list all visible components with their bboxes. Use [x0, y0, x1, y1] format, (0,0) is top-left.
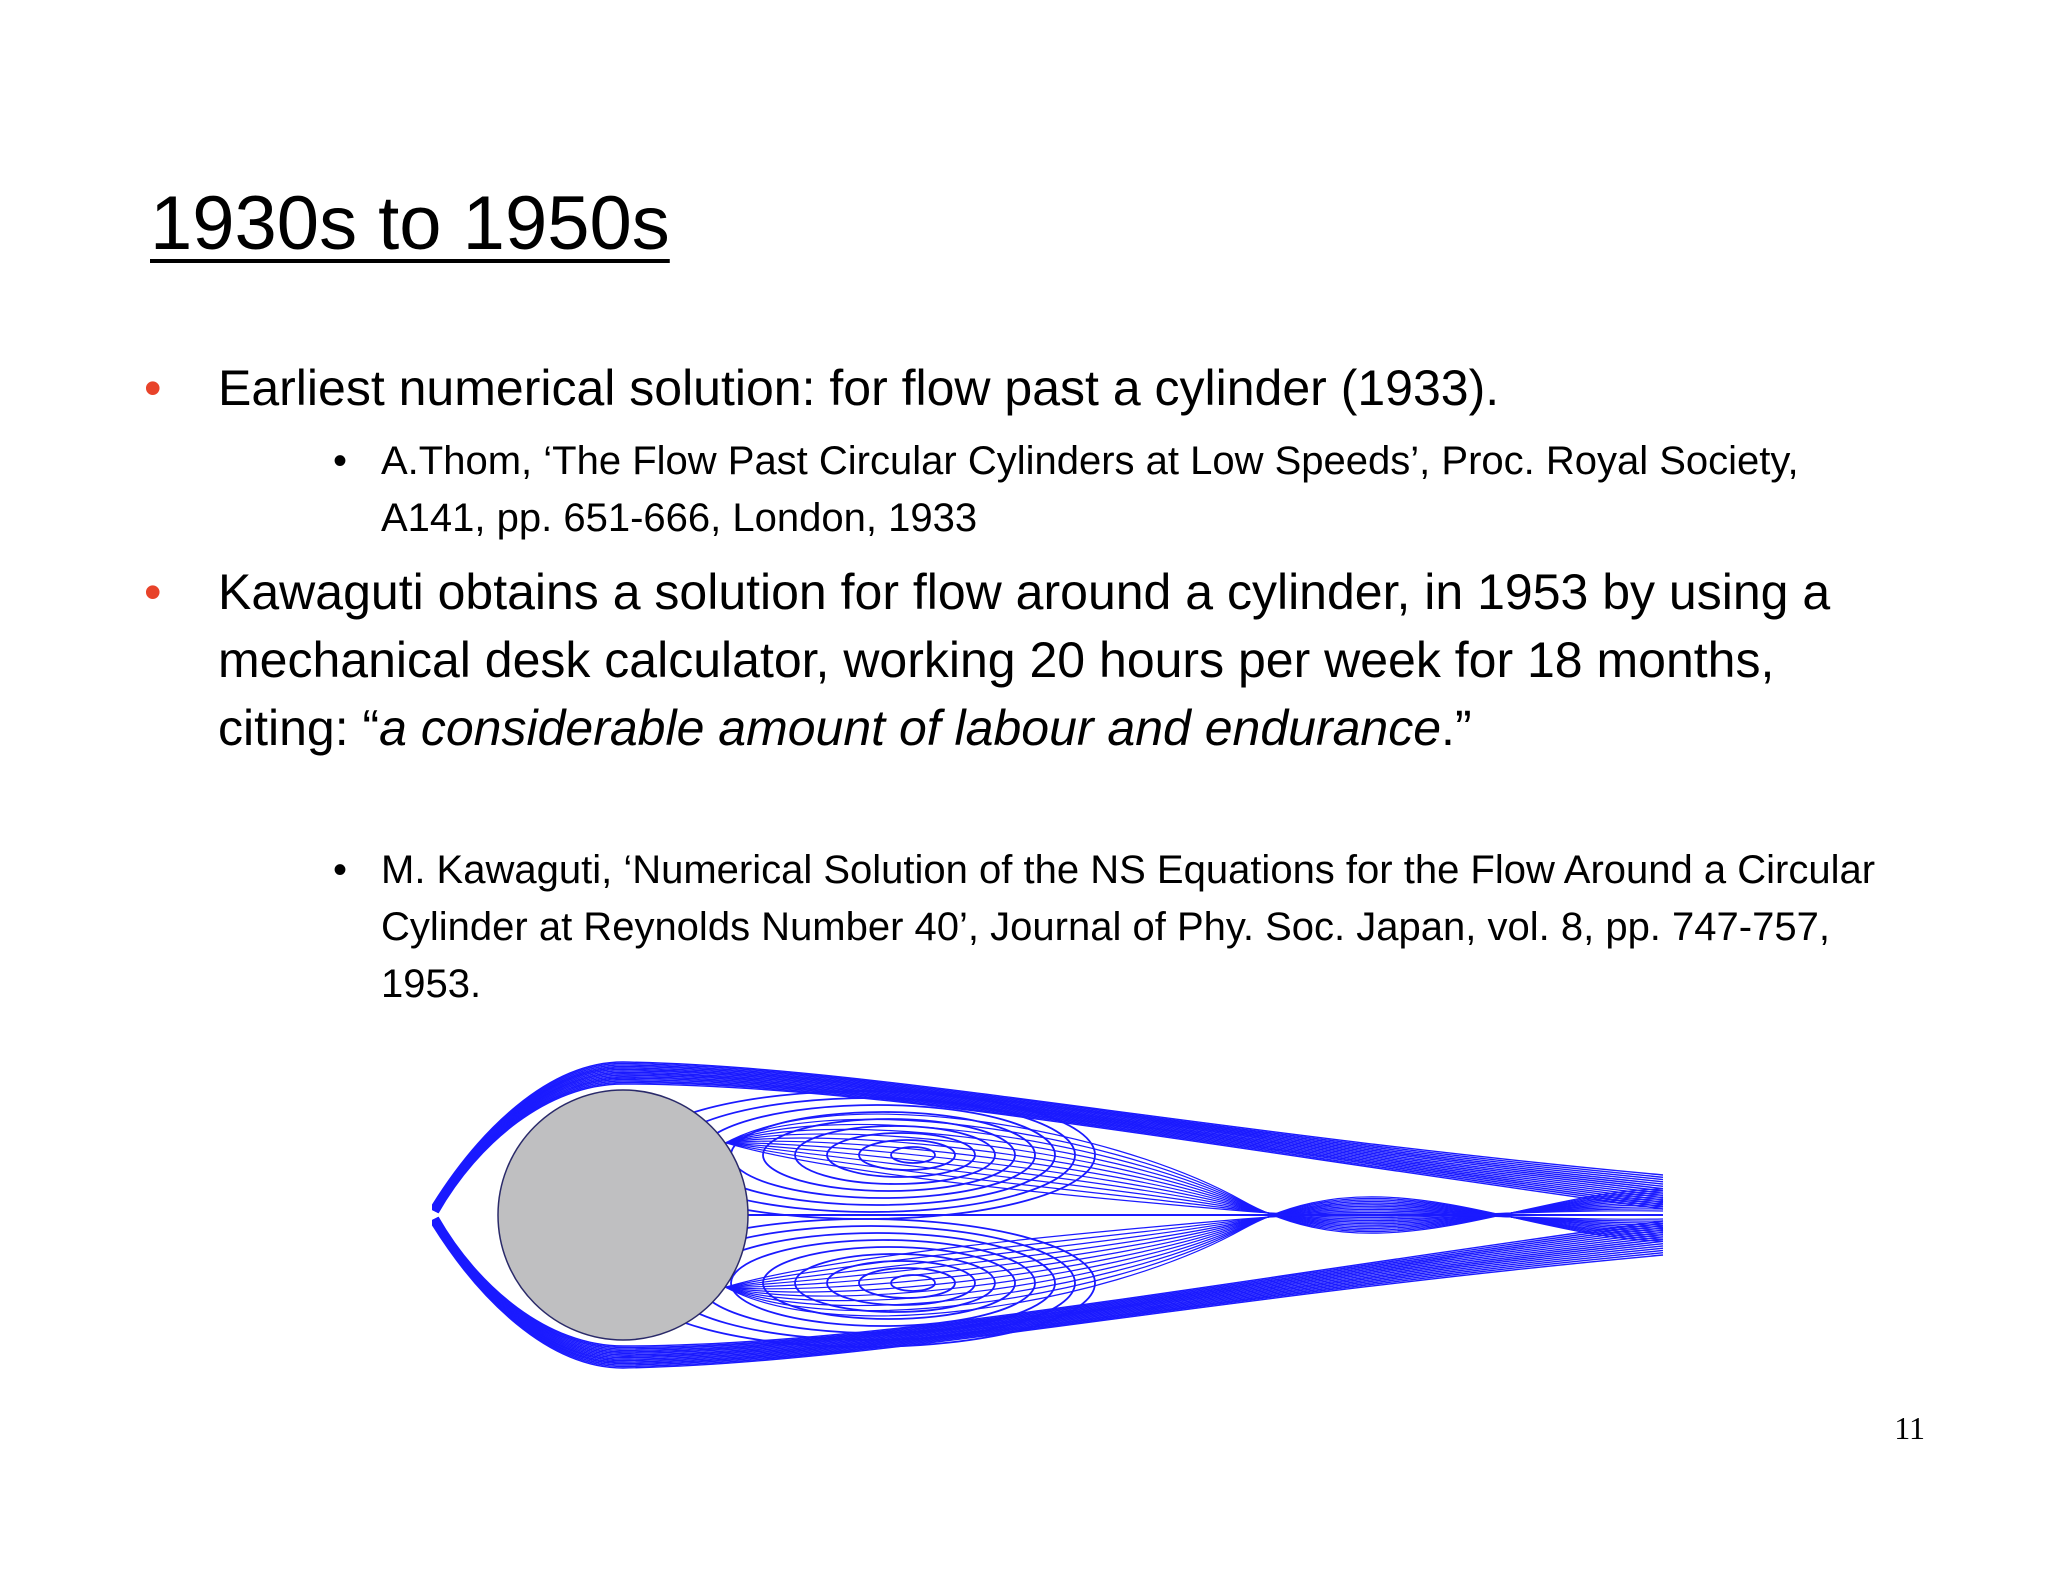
vortex-loop — [763, 1119, 1015, 1191]
bullet-kawaguti — [144, 558, 1878, 762]
bullet-earliest-solution — [144, 354, 1878, 422]
reference-thom — [333, 433, 1901, 547]
sub-bullet-marker: • — [333, 848, 348, 892]
reference-kawaguti — [333, 842, 1901, 1013]
cylinder-flow-streamlines-figure — [432, 1060, 1672, 1374]
cylinder-shape — [498, 1090, 748, 1340]
bullet-text-lead: Kawaguti obtains a solution for flow around a cylinder, in 1953 by using a mechanical desk calculator, working 20 hours per week for 18 months, citing: “ — [218, 564, 1831, 756]
bullet-quote: a considerable amount of labour and endurance — [379, 700, 1442, 756]
bullet-text: Earliest numerical solution: for flow past a cylinder (1933). — [218, 360, 1500, 416]
slide-title: 1930s to 1950s — [150, 181, 670, 266]
page-number: 11 — [1894, 1410, 1925, 1446]
sub-bullet-marker: • — [333, 439, 348, 483]
reference-text: A.Thom, ‘The Flow Past Circular Cylinders at Low Speeds’, Proc. Royal Society, A141, pp. 651-666, London, 1933 — [381, 439, 1799, 540]
bullet-marker: • — [144, 360, 162, 416]
reference-text: M. Kawaguti, ‘Numerical Solution of the NS Equations for the Flow Around a Circular Cylinder at Reynolds Number 40’, Journal of Phy. Soc. Japan, vol. 8, pp. 747-757, 1953. — [381, 848, 1876, 1006]
wake-streamline — [717, 1211, 1663, 1289]
bullet-marker: • — [144, 564, 162, 620]
vortex-loop — [891, 1275, 935, 1291]
vortex-loop — [859, 1268, 955, 1298]
bullet-text-tail: .” — [1441, 700, 1472, 756]
